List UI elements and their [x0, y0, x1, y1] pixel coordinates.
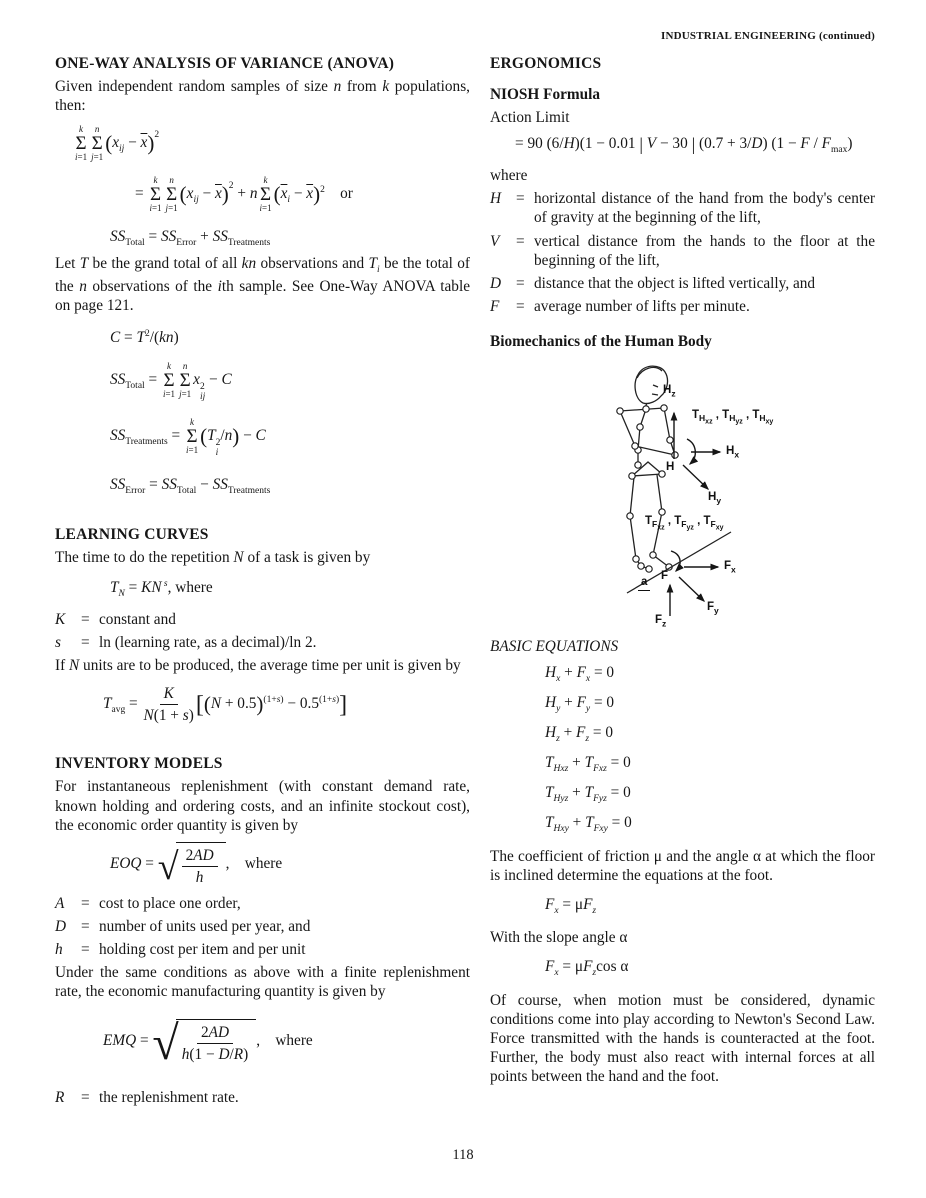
definition-symbol: s — [55, 633, 61, 651]
anova-intro: Given independent random samples of size n from k populations, then: — [55, 78, 470, 115]
definition-text: holding cost per item and per unit — [99, 941, 306, 959]
learning-eq-tavg: $T_{avg}$ = $\frac{K}{N(1 + s)}$ $[(N + 0.5)^{(1+s)} - 0.5^{(1+s)}]$ — [103, 684, 348, 724]
figure-label-hx: $H_x$ — [726, 445, 740, 460]
definition-symbol: A — [55, 894, 65, 912]
anova-eq-ss-error: $SS_{Error} = SS_{Total} - SS_{Treatments}$ — [110, 476, 271, 497]
definition-symbol: F — [490, 297, 500, 315]
equals-sign: = — [81, 610, 90, 628]
where-label: where — [490, 167, 528, 185]
learning-avg-para: If N units are to be produced, the average time per unit is given by — [55, 656, 461, 674]
definition-text: number of units used per year, and — [99, 918, 311, 936]
anova-eq-ss-total-sum: $SS_{Total}$ = k Σ i=1 n Σ j=1 x 2 ij − C — [110, 361, 232, 403]
niosh-formula: = 90 (6/H)(1 − 0.01 | V − 30 | (0.7 + 3/D) $(1 - F / F_{max})$ — [515, 134, 853, 156]
figure-label-hz: $H_z$ — [663, 384, 676, 399]
left-column — [55, 54, 470, 1107]
inventory-intro: For instantaneous replenishment (with constant demand rate, known holding and ordering costs, and an infinite stockout cost), the economic order quantity is given by — [55, 778, 470, 834]
definition-symbol: D — [490, 274, 502, 292]
friction-para: The coefficient of friction μ and the angle α at which the floor is inclined determine the equations at the foot. — [490, 847, 875, 884]
figure-label-fx: $F_x$ — [724, 560, 736, 575]
definition-symbol: h — [55, 941, 63, 959]
action-limit-label: Action Limit — [490, 109, 570, 127]
section-biomechanics — [490, 332, 875, 1086]
definition-text: average number of lifts per minute. — [534, 297, 750, 315]
figure-label-fy: $F_y$ — [707, 601, 719, 616]
inventory-eq-eoq: EOQ = √ $\frac{2AD}{h}$ , where — [110, 842, 470, 887]
inventory-definitions — [55, 894, 470, 959]
right-column — [490, 54, 875, 1107]
basic-equation: $T_{Hyz} + T_{Fyz} = 0$ — [545, 783, 631, 804]
definition-text: ln (learning rate, as a decimal)/ln 2. — [99, 633, 317, 651]
figure-label-hy: $H_y$ — [708, 491, 722, 506]
definition-row — [490, 232, 875, 270]
definition-row — [55, 1088, 470, 1107]
equals-sign: = — [81, 941, 90, 959]
inventory-emq-para: Under the same conditions as above with a finite replenishment rate, the economic manufacturing quantity is given by — [55, 964, 470, 1001]
definition-row — [490, 274, 875, 293]
figure-label-fz: $F_z$ — [655, 614, 667, 629]
definition-row — [55, 940, 470, 959]
anova-eq-ss-total: $SS_{Total} = SS_{Error} + SS_{Treatments}$ — [110, 228, 271, 249]
inventory-title: INVENTORY MODELS — [55, 755, 223, 773]
page-header: INDUSTRIAL ENGINEERING (continued) — [660, 30, 875, 42]
page-number: 118 — [452, 1146, 474, 1163]
figure-label-h: H — [666, 461, 675, 474]
learning-intro: The time to do the repetition N of a task is given by — [55, 549, 371, 567]
definition-text: the replenishment rate. — [99, 1088, 239, 1106]
anova-eq-sum: k Σ i=1 n Σ j=1 $(x_{ij} - \overline{x})^2$ — [75, 124, 160, 162]
definition-row — [55, 917, 470, 936]
figure-label-angle-a: a — [638, 577, 650, 591]
definition-symbol: R — [55, 1088, 65, 1106]
learning-title: LEARNING CURVES — [55, 526, 209, 544]
learning-eq-tn: $T_N$ = KN $^s$, where — [110, 578, 213, 599]
basic-equations-title: BASIC EQUATIONS — [490, 638, 619, 656]
definition-symbol: V — [490, 232, 500, 250]
anova-eq-decomposition: = k Σ i=1 n Σ j=1 $(x_{ij} - \overline{x})^2 + n$ k Σ i=1 $(\overline{x}_i - \overline{x})^2$ or — [135, 175, 353, 213]
definition-row — [490, 297, 875, 316]
basic-equation: $T_{Hxz} + T_{Fxz} = 0$ — [545, 754, 631, 775]
dynamics-para: Of course, when motion must be considered, dynamic conditions come into play according to Newton's Second Law. Force transmitted with the hands is counteracted at the foot. Further, the body must also react with internal forces at all points between the hand and the foot. — [490, 991, 875, 1086]
basic-equation: $H_x + F_x = 0$ — [545, 664, 615, 685]
niosh-title: NIOSH Formula — [490, 86, 601, 104]
section-anova — [55, 54, 470, 498]
equals-sign: = — [516, 297, 525, 315]
anova-grand-total-para: Let T be the grand total of all kn observations and $T_i$ be the total of the n observations of the ith sample. See One-Way ANOVA table on page 121. — [55, 255, 470, 315]
equals-sign: = — [81, 1088, 90, 1106]
definition-text: distance that the object is lifted vertically, and — [534, 274, 816, 292]
definition-text: vertical distance from the hands to the floor at the beginning of the lift, — [534, 232, 875, 269]
biomechanics-title: Biomechanics of the Human Body — [490, 333, 712, 351]
basic-equation: $H_z + F_z = 0$ — [545, 724, 614, 745]
slope-angle-para: With the slope angle α — [490, 928, 628, 946]
definition-text: horizontal distance of the hand from the body's center of gravity at the beginning of the lift, — [534, 190, 875, 227]
section-inventory-models — [55, 754, 470, 1107]
equals-sign: = — [516, 190, 525, 208]
basic-equation: $H_y + F_y = 0$ — [545, 694, 615, 715]
two-column-layout — [55, 54, 875, 1107]
basic-equation: $T_{Hxy} + T_{Fxy} = 0$ — [545, 813, 632, 834]
definition-symbol: K — [55, 610, 66, 628]
section-learning-curves — [55, 525, 470, 725]
equals-sign: = — [81, 918, 90, 936]
figure-label-torques-hand: $T_{H_{xz}}$ , $T_{H_{yz}}$ , $T_{H_{xy}}$ — [692, 409, 774, 427]
definition-text: constant and — [99, 610, 176, 628]
definition-row — [490, 189, 875, 227]
definition-row — [55, 894, 470, 913]
ergonomics-title: ERGONOMICS — [490, 54, 602, 72]
equals-sign: = — [81, 633, 90, 651]
niosh-definitions — [490, 189, 875, 316]
biomechanics-figure — [550, 355, 880, 635]
learning-definitions — [55, 610, 470, 652]
figure-label-torques-foot: $T_{F_{xz}}$ , $T_{F_{yz}}$ , $T_{F_{xy}}$ — [645, 515, 724, 533]
figure-label-f: F — [661, 570, 669, 583]
anova-eq-c: $C = T^2/(kn)$ — [110, 329, 179, 347]
equals-sign: = — [516, 232, 525, 250]
slope-equation: $F_x = \mu F_z\cos$ α — [545, 958, 629, 979]
anova-eq-ss-treatments: $SS_{Treatments}$ = k Σ i=1 (T 2 i /n) − C — [110, 417, 266, 459]
definition-row — [55, 633, 470, 652]
equals-sign: = — [81, 894, 90, 912]
definition-text: cost to place one order, — [99, 894, 241, 912]
friction-equation: $F_x = \mu F_z$ — [545, 896, 597, 917]
section-ergonomics — [490, 54, 875, 316]
definition-symbol: H — [490, 190, 502, 208]
inventory-eq-emq: EMQ = √ $\frac{2AD}{h(1 - D/R)}$ , where — [103, 1016, 313, 1070]
definition-row — [55, 610, 470, 629]
anova-title: ONE-WAY ANALYSIS OF VARIANCE (ANOVA) — [55, 54, 395, 72]
definition-symbol: D — [55, 918, 67, 936]
equals-sign: = — [516, 274, 525, 292]
